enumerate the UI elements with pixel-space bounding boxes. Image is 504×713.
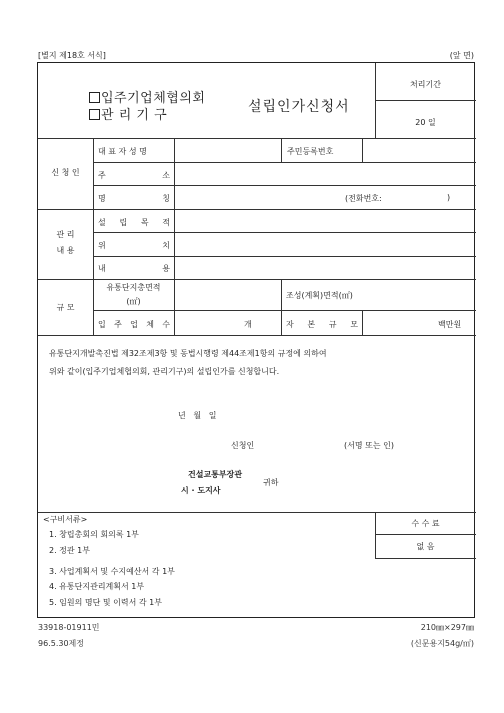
id-number-label: 주민등록번호 bbox=[287, 147, 334, 156]
period-value: 20 일 bbox=[415, 118, 436, 127]
applicant-section-label: 신 청 인 bbox=[51, 168, 80, 177]
org-name-label: 명 칭 bbox=[98, 194, 170, 203]
location-label: 위 치 bbox=[98, 241, 170, 250]
form-id: [별지 제18호 서식] bbox=[38, 51, 106, 60]
option-council[interactable]: 입주기업체협의회 bbox=[89, 87, 205, 106]
phone-close: ) bbox=[447, 193, 451, 202]
fee-value: 없 음 bbox=[416, 542, 435, 551]
document-item: 1. 창립총회의 회의록 1부 bbox=[49, 530, 139, 539]
statement-line-1: 유통단지개발촉진법 제32조제3항 및 동법시행령 제44조제1항의 규정에 의하여 bbox=[49, 349, 327, 358]
total-area-unit: (㎡) bbox=[126, 297, 141, 306]
scale-section-label: 규 모 bbox=[56, 303, 75, 312]
period-label: 처리기간 bbox=[410, 80, 441, 89]
management-section-label-2: 내 용 bbox=[56, 246, 75, 255]
management-section-label-1: 관 리 bbox=[56, 230, 75, 239]
form-date: 96.5.30제정 bbox=[38, 639, 84, 648]
application-date: 년 월 일 bbox=[178, 411, 217, 420]
signature-label: (서명 또는 인) bbox=[344, 441, 394, 450]
form-title: 설립인가신청서 bbox=[248, 99, 350, 115]
document-item: 2. 정관 1부 bbox=[49, 546, 90, 555]
statement-line-2: 위와 같이(입주기업체협의회, 관리기구)의 설립인가를 신청합니다. bbox=[49, 367, 280, 376]
purpose-label: 설 립 목 적 bbox=[98, 218, 170, 227]
content-label: 내 용 bbox=[98, 264, 170, 273]
document-item: 4. 유통단지관리계획서 1부 bbox=[49, 582, 145, 591]
total-area-label: 유통단지총면적 bbox=[106, 283, 161, 292]
fee-label: 수 수 료 bbox=[411, 519, 440, 528]
recipient-minister: 건설교통부장관 bbox=[188, 470, 243, 479]
paper-type: (신문용지54g/㎡) bbox=[410, 639, 474, 648]
recipient-suffix: 귀하 bbox=[263, 478, 279, 487]
address-label: 주 소 bbox=[98, 171, 170, 180]
plan-area-label: 조성(계획)면적(㎡) bbox=[286, 291, 353, 300]
form-code: 33918-01911민 bbox=[38, 623, 100, 632]
rep-name-label: 대 표 자 성 명 bbox=[98, 147, 147, 156]
document-item: 3. 사업계획서 및 수지예산서 각 1부 bbox=[49, 567, 175, 576]
documents-title: <구비서류> bbox=[43, 515, 88, 524]
recipient-governor: 시 · 도지사 bbox=[181, 486, 221, 495]
phone-label: (전화번호: bbox=[345, 194, 382, 203]
page-side: (앞 면) bbox=[449, 51, 474, 60]
document-item: 5. 임원의 명단 및 이력서 각 1부 bbox=[49, 598, 162, 607]
checkbox-icon[interactable] bbox=[89, 109, 100, 120]
tenants-label: 입 주 업 체 수 bbox=[98, 320, 170, 329]
capital-label: 자 본 규 모 bbox=[286, 320, 358, 329]
applicant-sign-label: 신청인 bbox=[231, 441, 255, 450]
paper-size: 210㎜×297㎜ bbox=[420, 623, 474, 632]
option-management[interactable]: 관 리 기 구 bbox=[89, 104, 167, 123]
checkbox-icon[interactable] bbox=[89, 92, 100, 103]
application-form bbox=[37, 62, 475, 618]
capital-unit: 백만원 bbox=[438, 320, 462, 329]
tenants-unit: 개 bbox=[244, 320, 252, 329]
